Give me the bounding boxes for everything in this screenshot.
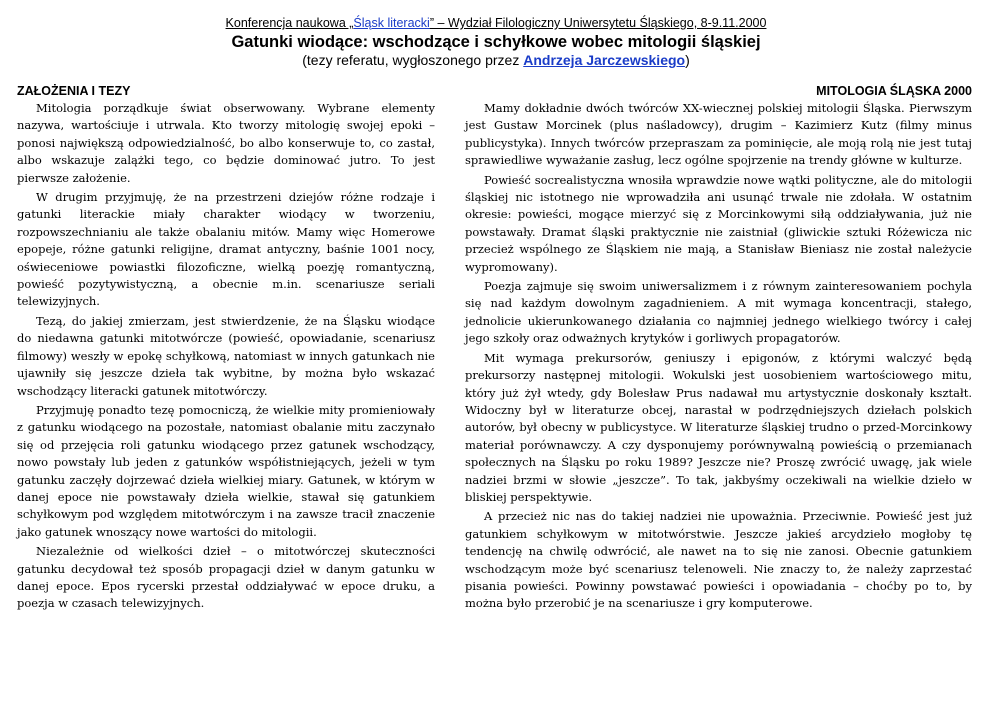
paragraph: Powieść socrealistyczna wnosiła wprawdzie nowe wątki polityczne, ale do mitologii śląskiej nic istotnego nie wprowadziła ani usunąć trwale nie zdołała. W ostatnim okresie: powieści, mogące mierzyć się z Morcinkowymi siłą oddziaływania, już nie powstawały. Dramat śląski praktycznie nie zaistniał (gliwickie sztuki Różewicza nic przecież wspólnego ze Śląskiem nie mają, a Stanisław Bieniasz nie został należycie wypromowany).: [465, 172, 972, 274]
subtitle: [0, 52, 992, 69]
paragraph: Przyjmuję ponadto tezę pomocniczą, że wielkie mity promieniowały z gatunku wiodącego na pozostałe, natomiast obalanie mitu zaczynało się od przejęcia roli gatunku wiodącego przez gatunek wschodzący, nowo powstały lub jeden z gatunków współistniejących, jeżeli w tym gatunku zaczęły dojrzewać dzieła wielkiej miary. Gatunek, w którym w danej epoce nie powstawały dzieła wielkie, stawał się gatunkiem schyłkowym pod względem mitotwórczym i na zawsze tracił znaczenie jako gatunek wnoszący nowe wartości do mitologii.: [17, 402, 435, 539]
paragraph: Poezja zajmuje się swoim uniwersalizmem i z równym zainteresowaniem pochyla się nad każdym dowolnym zagadnieniem. A mit wymaga koncentracji, stałego, jednolicie ukierunkowanego działania co najmniej jednego wielkiego twórcy i całej jego szkoły oraz odważnych krytyków i gorliwych propagatorów.: [465, 279, 972, 346]
conference-link[interactable]: Śląsk literacki: [353, 16, 430, 30]
paragraph: W drugim przyjmuję, że na przestrzeni dziejów różne rodzaje i gatunki literackie miały charakter wiodący w tworzeniu, rozpowszechnianiu ale także obalaniu mitów. Mamy więc Homerowe epopeje, różne gatunki religijne, dramat antyczny, baśnie 1001 nocy, oświeceniowe powiastki filozoficzne, wielką poezję romantyczną, powieść pozytywistyczną, a obecnie m.in. scenariusze seriali telewizyjnych.: [17, 190, 435, 309]
left-column: [17, 83, 435, 615]
right-column: [465, 83, 972, 615]
paragraph: Mit wymaga prekursorów, geniuszy i epigonów, z którymi walczyć będą prekursorzy następnej mitologii. Wokulski jest uosobieniem wartościowego mitu, który już żył wtedy, gdy Bolesław Prus nadawał mu artystycznie doskonały kształt. Widoczny był w literaturze obcej, narastał w podrzędniejszych dziełach polskich autorów, był obecny w publicystyce. W literaturze śląskiej trudno o przed-Morcinkowy materiał porównawczy. A czy dysponujemy porównywalną powieścią o przemianach społecznych na Śląsku po roku 1989? Jeszcze nie? Proszę zwrócić uwagę, jak wiele nadziei brzmi w słowie „jeszcze”. To tak, jakbyśmy oczekiwali na wielkie dzieło w bliskiej perspektywie.: [465, 350, 972, 504]
paragraph: Mamy dokładnie dwóch twórców XX-wiecznej polskiej mitologii Śląska. Pierwszym jest Gustaw Morcinek (plus naśladowcy), drugim – Kazimierz Kutz (filmy minus publicystyka). Innych twórców przepraszam za pominięcie, ale moją rolą nie jest tutaj sprawiedliwe wyważanie zasług, lecz ogólne spojrzenie na trendy główne w kulturze.: [465, 101, 972, 168]
author-link[interactable]: Andrzeja Jarczewskiego: [523, 52, 686, 68]
paragraph: Niezależnie od wielkości dzieł – o mitotwórczej skuteczności gatunku decydował też sposób propagacji dzieł w danym gatunku w danej epoce. Epos rycerski przestał oddziaływać w epoce druku, a poezja w czasach telewizyjnych.: [17, 544, 435, 611]
document-header: [0, 16, 992, 69]
paragraph: A przecież nic nas do takiej nadziei nie upoważnia. Przeciwnie. Powieść jest już gatunkiem schyłkowym w mitotwórstwie. Jeszcze jakieś arcydzieło mogłoby tę tendencję na chwilę odwrócić, ale nawet na to się nie zanosi. Obecnie gatunkiem wschodzącym może być scenariusz telenoweli. Nie znaczy to, że należy zaprzestać pisania powieści. Powinny powstawać powieści i opowiadania – choćby po to, by można było przerobić je na scenariusze i gry komputerowe.: [465, 509, 972, 611]
conference-line: [0, 16, 992, 31]
conference-suffix: ” – Wydział Filologiczny Uniwersytetu Śląskiego, 8-9.11.2000: [429, 16, 767, 30]
section-heading-left: ZAŁOŻENIA I TEZY: [17, 84, 131, 98]
paragraph: Tezą, do jakiej zmierzam, jest stwierdzenie, że na Śląsku wiodące do niedawna gatunki mitotwórcze (powieść, opowiadanie, scenariusz filmowy) weszły w epokę schyłkową, natomiast w innych gatunkach nie ujawniły się jeszcze dzieła tak wybitne, by można było wskazać wschodzący literacki gatunek mitotwórczy.: [17, 313, 435, 398]
page-title: Gatunki wiodące: wschodzące i schyłkowe wobec mitologii śląskiej: [231, 33, 761, 51]
paragraph: Mitologia porządkuje świat obserwowany. Wybrane elementy nazywa, wartościuje i utrwala. Kto tworzy mitologię swojej epoki – ponosi największą odpowiedzialność, bo albo konserwuje to, co zastał, albo wskazuje zalążki tego, co będzie dominować jutro. To jest pierwsze założenie.: [17, 101, 435, 185]
subtitle-prefix: (tezy referatu, wygłoszonego przez: [302, 52, 524, 68]
section-heading-right: MITOLOGIA ŚLĄSKA 2000: [816, 84, 972, 98]
subtitle-suffix: ): [685, 52, 690, 68]
conference-prefix: Konferencja naukowa „: [225, 16, 354, 30]
